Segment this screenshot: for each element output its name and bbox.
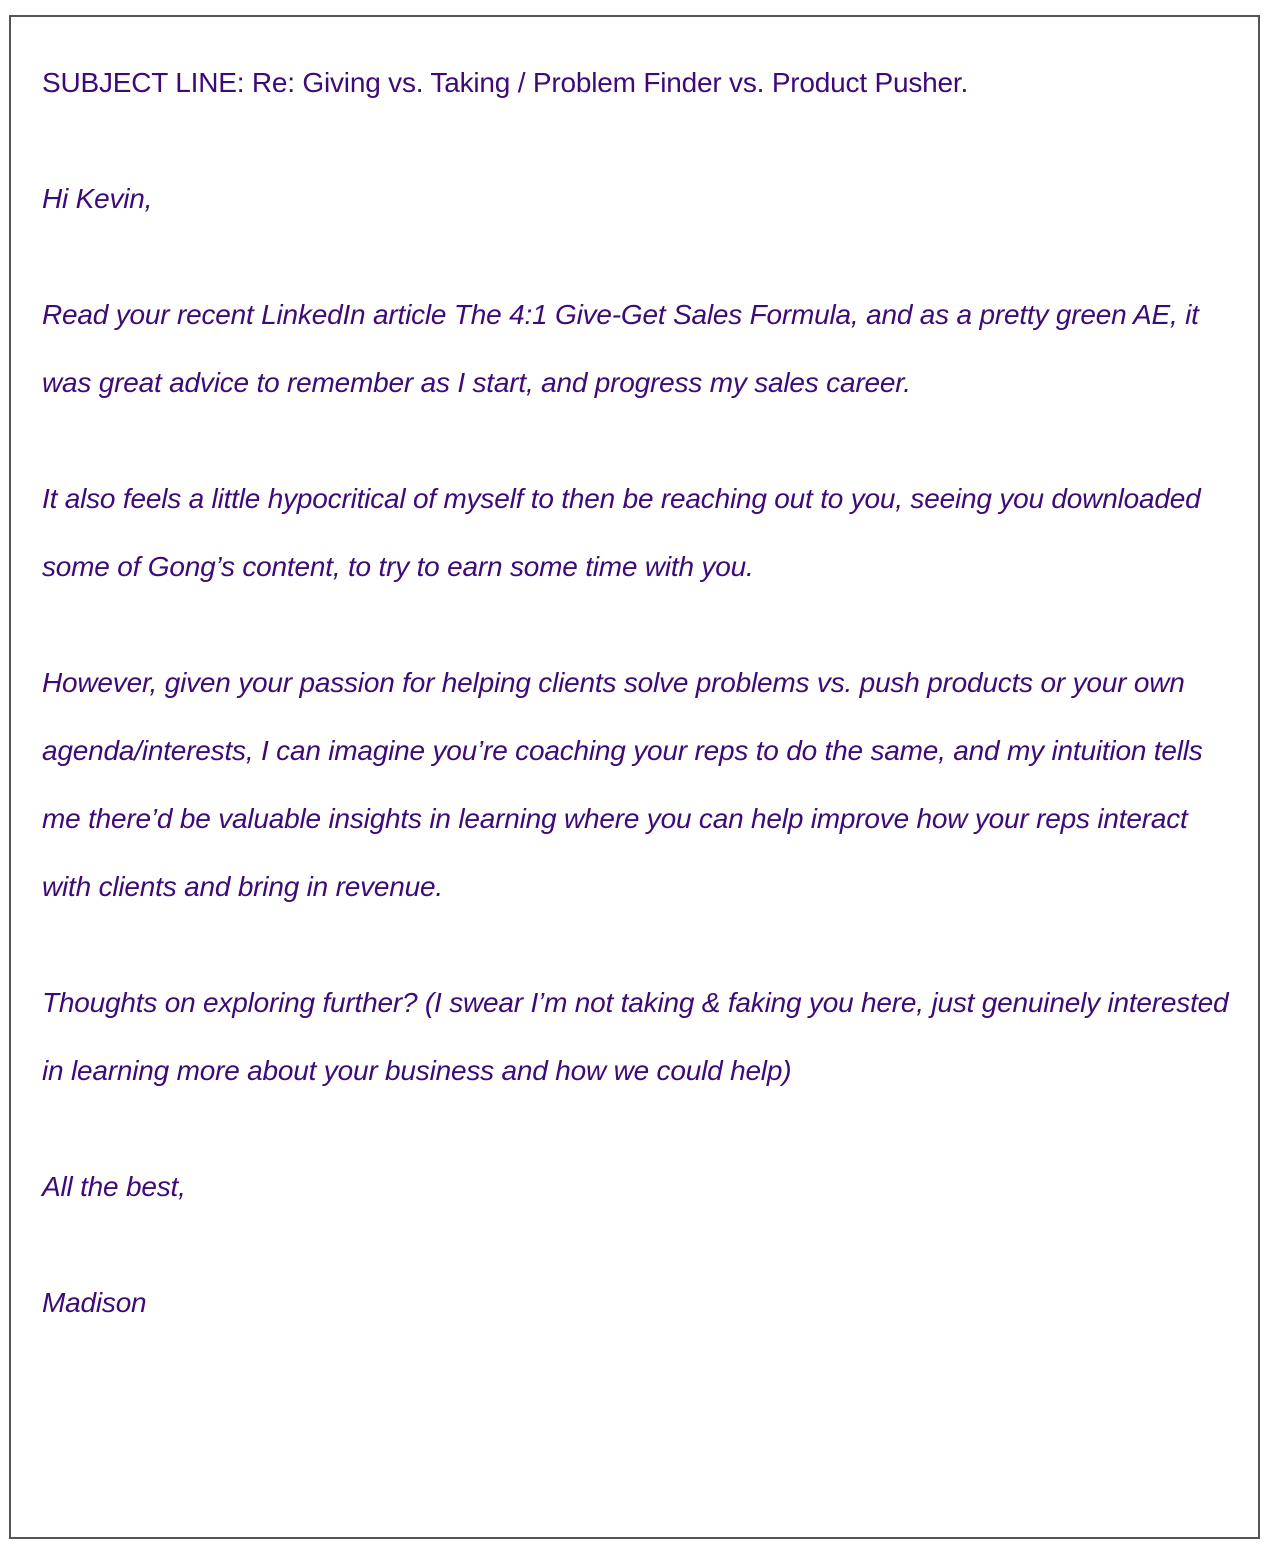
paragraph-intro: Read your recent LinkedIn article The 4:1 Give-Get Sales Formula, and as a pretty green AE, it was great advice to remember as I start, and progress my sales career.	[42, 299, 1199, 398]
email-body	[42, 49, 1232, 1337]
paragraph-outreach: It also feels a little hypocritical of myself to then be reaching out to you, seeing you downloaded some of Gong’s content, to try to earn some time with you.	[42, 483, 1201, 582]
email-container	[9, 15, 1260, 1539]
subject-line: SUBJECT LINE: Re: Giving vs. Taking / Problem Finder vs. Product Pusher.	[42, 67, 969, 98]
signature: Madison	[42, 1287, 147, 1318]
paragraph-value: However, given your passion for helping clients solve problems vs. push products or your own agenda/interests, I can imagine you’re coaching your reps to do the same, and my intuition tells me there’d be valuable insights in learning where you can help improve how your reps interact with clients and bring in revenue.	[42, 667, 1203, 902]
closing: All the best,	[42, 1171, 186, 1202]
greeting: Hi Kevin,	[42, 183, 153, 214]
paragraph-call-to-action: Thoughts on exploring further? (I swear I’m not taking & faking you here, just genuinely interested in learning more about your business and how we could help)	[42, 987, 1229, 1086]
